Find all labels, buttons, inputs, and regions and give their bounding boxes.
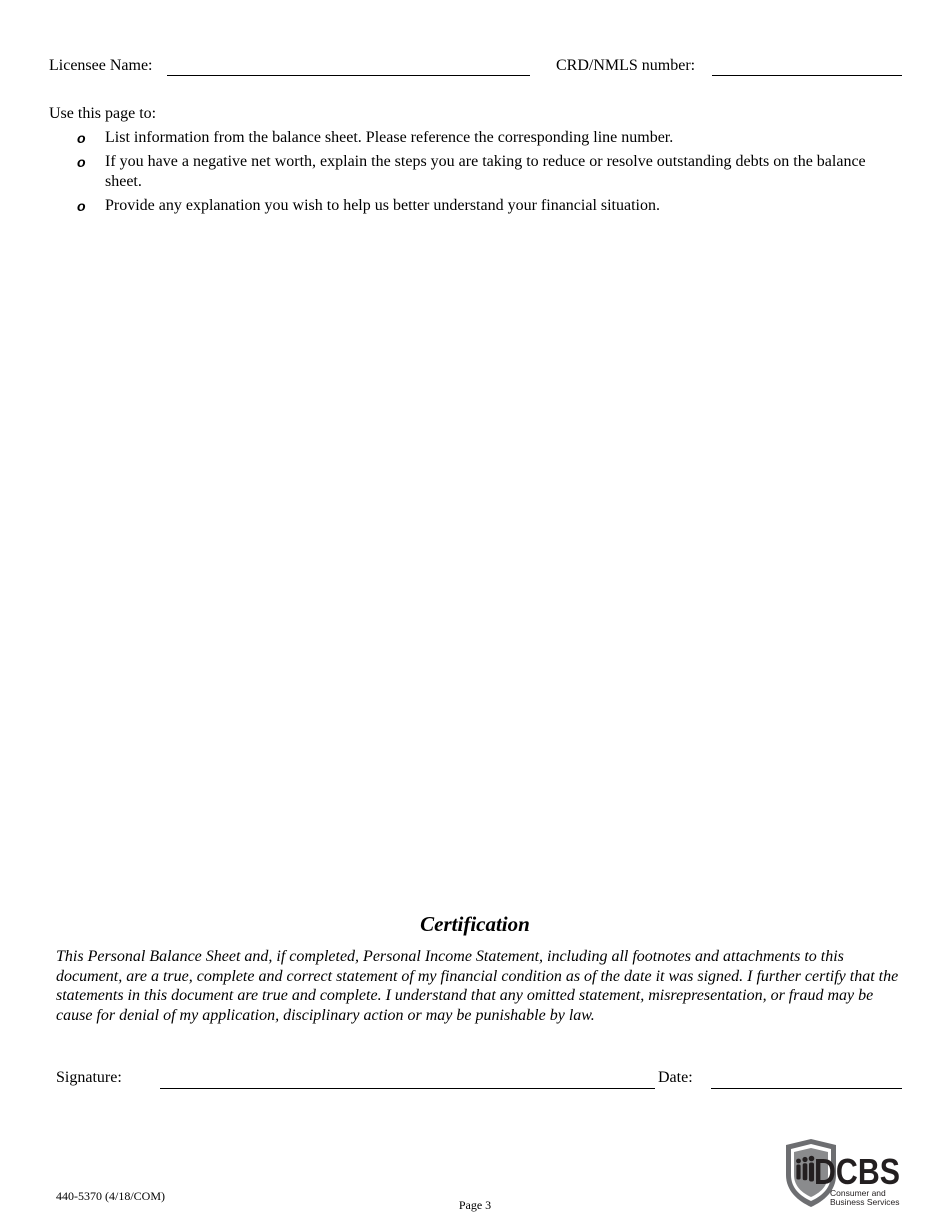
list-item	[77, 128, 877, 148]
crd-nmls-label: CRD/NMLS number:	[556, 57, 696, 74]
bullet-icon: o	[77, 198, 86, 214]
list-item	[77, 196, 877, 216]
explanation-area[interactable]	[49, 225, 902, 895]
page-number: Page 3	[458, 1198, 492, 1212]
date-label: Date:	[658, 1069, 693, 1086]
certification-title: Certification	[420, 912, 530, 936]
bullet-icon: o	[77, 130, 86, 146]
licensee-name-field[interactable]	[167, 75, 530, 76]
list-item-text: If you have a negative net worth, explain the steps you are taking to reduce or resolve outstanding debts on the balance sheet.	[105, 153, 866, 190]
logo-subtitle-line2: Business Services	[830, 1197, 900, 1207]
signature-field[interactable]	[160, 1088, 655, 1089]
signature-label: Signature:	[56, 1069, 122, 1086]
certification-text: This Personal Balance Sheet and, if completed, Personal Income Statement, including all footnotes and attachments to this document, are a true, complete and correct statement of my financial condition as of the date it was signed. I further certify that the statements in this document are true and complete. I understand that any omitted statement, misrepresentation, or fraud may be cause for denial of my application, disciplinary action or may be punishable by law.	[56, 948, 899, 1024]
list-item	[77, 152, 877, 192]
instructions-intro: Use this page to:	[49, 105, 157, 122]
list-item-text: List information from the balance sheet. Please reference the corresponding line number.	[105, 129, 674, 146]
dcbs-logo	[784, 1137, 902, 1209]
bullet-icon: o	[77, 154, 86, 170]
form-code: 440-5370 (4/18/COM)	[56, 1189, 165, 1203]
crd-nmls-field[interactable]	[712, 75, 902, 76]
licensee-name-label: Licensee Name:	[49, 57, 153, 74]
logo-subtitle-line1: Consumer and	[830, 1188, 886, 1198]
date-field[interactable]	[711, 1088, 902, 1089]
instructions-list	[77, 128, 877, 220]
list-item-text: Provide any explanation you wish to help us better understand your financial situation.	[105, 197, 660, 214]
logo-wordmark: DCBS	[814, 1151, 900, 1192]
